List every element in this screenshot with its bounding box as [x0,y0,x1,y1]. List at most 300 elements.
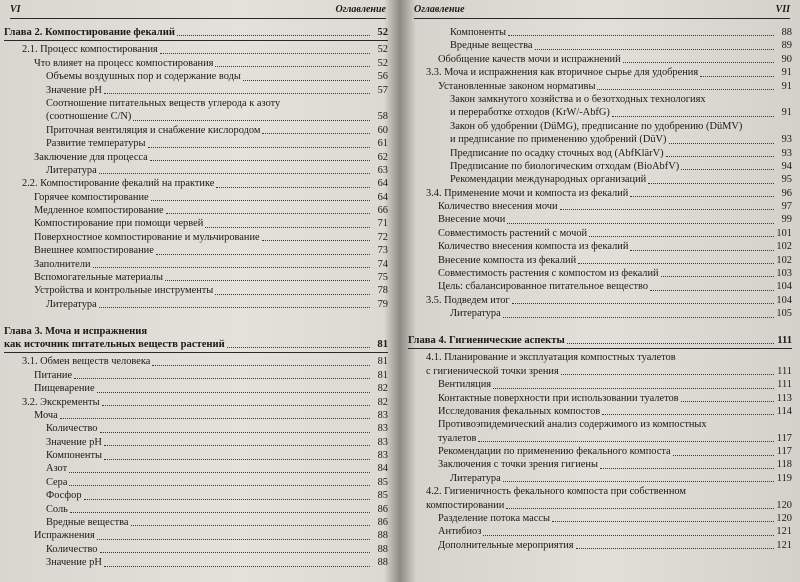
toc-entry[interactable] [408,93,792,106]
toc-entry-title: 2.1. Процесс компостирования [22,44,158,56]
toc-entry-page: 105 [776,308,792,320]
dot-leader [262,240,370,241]
dot-leader [152,365,370,366]
dot-leader [104,93,370,94]
toc-entry[interactable] [408,512,792,525]
toc-entry-title: Внесение компоста из фекалий [438,254,577,266]
toc-entry[interactable] [4,409,388,422]
toc-entry-title: Значение pH [46,557,102,569]
dot-leader [673,455,774,456]
dot-leader [148,147,371,148]
toc-entry-title: Количество [46,543,98,555]
toc-entry-title: Пищеварение [34,383,95,395]
toc-entry-title: Литература [450,308,501,320]
toc-entry-title: Заключения с точки зрения гигиены [438,459,598,471]
toc-entry[interactable] [408,53,792,66]
dot-leader [503,317,774,318]
toc-entry-page: 81 [377,356,388,368]
running-head: Оглавление [414,4,465,15]
toc-entry[interactable] [4,422,388,435]
toc-entry[interactable] [4,231,388,244]
toc-entry[interactable] [408,120,792,133]
toc-entry-title: Приточная вентиляция и снабжение кислородом [46,124,261,136]
toc-entry-title: Предписание по биологическим отходам (BioAbfV) [450,160,680,172]
dot-leader [160,53,370,54]
dot-leader [612,116,774,117]
dot-leader [205,227,370,228]
toc-entry-title: Вспомогательные материалы [34,272,163,284]
toc-entry[interactable] [408,280,792,293]
toc-entry[interactable] [4,396,388,409]
toc-entry-title: Горячее компостирование [34,191,149,203]
dot-leader [630,196,774,197]
toc-entry-page: 88 [781,26,792,38]
toc-entry-page: 91 [781,107,792,119]
toc-entry[interactable] [4,516,388,529]
toc-entry-title: Литература [46,298,97,310]
toc-entry-page: 93 [781,134,792,146]
section-gap [4,311,388,324]
toc-entry-title: Заполнители [34,258,91,270]
toc-entry-title: 2.2. Компостирование фекалий на практике [22,178,215,190]
toc-entry[interactable] [408,187,792,200]
dot-leader [669,143,774,144]
toc-entry-title: Поверхностное компостирование и мульчирование [34,231,260,243]
toc-entry-page: 99 [781,214,792,226]
toc-entry-page: 90 [781,53,792,65]
toc-entry-page: 63 [377,164,388,176]
dot-leader [493,388,774,389]
toc-entry[interactable] [4,43,388,56]
toc-entry-title: 3.4. Применение мочи и компоста из фекалий [426,187,629,199]
dot-leader [150,160,370,161]
toc-entry-title: Вредные вещества [46,517,129,529]
toc-entry-page: 79 [377,298,388,310]
toc-entry[interactable] [4,476,388,489]
left-page [0,0,396,582]
toc-entry[interactable] [4,355,388,368]
toc-entry[interactable] [408,392,792,405]
toc-entry-title: Установленные законом нормативы [438,80,596,92]
toc-entry-page: 86 [377,517,388,529]
page-number: VII [775,4,790,15]
dot-leader [133,120,370,121]
toc-entry-page: 52 [377,44,388,56]
toc-entry[interactable] [4,177,388,190]
toc-entry-title: Исследования фекальных компостов [438,405,601,417]
toc-chapter-entry[interactable] [4,325,388,338]
dot-leader [507,223,774,224]
toc-entry-title: 3.3. Моча и испражнения как вторичное сырье для удобрения [426,67,699,79]
dot-leader [681,401,774,402]
toc-entry[interactable] [4,70,388,83]
toc-entry-page: 73 [377,245,388,257]
dot-leader [666,156,774,157]
toc-entry[interactable] [408,432,792,445]
toc-entry[interactable] [408,445,792,458]
toc-entry-title: Цель: сбалансированное питательное вещество [438,281,649,293]
toc-entry-title: 3.5. Подведем итог [426,294,510,306]
toc-entry-page: 57 [377,84,388,96]
toc-entry[interactable] [4,369,388,382]
toc-entry-page: 121 [776,539,792,551]
toc-entry[interactable] [4,97,388,110]
toc-entry[interactable] [408,294,792,307]
toc-entry[interactable] [4,204,388,217]
right-page-header [414,2,790,19]
toc-entry[interactable] [4,449,388,462]
toc-entry[interactable] [408,160,792,173]
toc-entry-page: 113 [776,392,792,404]
toc-entry-title: Компоненты [46,450,102,462]
divider [4,40,388,41]
toc-entry-title: Компоненты [450,26,506,38]
toc-entry-page: 83 [377,409,388,421]
toc-entry[interactable] [4,271,388,284]
dot-leader [561,374,774,375]
toc-entry-title: Закон об удобрении (DüMG), предписание по удобрению (DüMV) [450,120,743,132]
left-page-header [10,2,386,19]
toc-entry[interactable] [4,382,388,395]
table-of-contents [408,26,792,552]
toc-entry-title: Значение pH [46,436,102,448]
toc-entry[interactable] [408,80,792,93]
toc-entry[interactable] [408,418,792,431]
toc-entry-page: 56 [377,71,388,83]
toc-entry-page: 75 [377,272,388,284]
toc-entry-title: туалетов [438,432,477,444]
toc-entry-title: 3.1. Обмен веществ человека [22,356,151,368]
toc-entry-page: 120 [776,513,792,525]
toc-entry-page: 60 [377,124,388,136]
toc-entry-title: Моча [34,409,58,421]
toc-entry[interactable] [408,307,792,320]
toc-entry-page: 78 [377,285,388,297]
toc-entry-title: Соль [46,503,68,515]
dot-leader [165,280,370,281]
toc-entry[interactable] [408,106,792,119]
toc-entry[interactable] [4,217,388,230]
toc-entry[interactable] [408,213,792,226]
toc-chapter-entry[interactable] [4,26,388,39]
toc-entry-page: 117 [776,432,792,444]
right-page [404,0,800,582]
toc-entry-page: 83 [377,436,388,448]
toc-entry[interactable] [408,227,792,240]
toc-entry[interactable] [408,200,792,213]
toc-entry-page: 83 [377,423,388,435]
toc-entry[interactable] [408,378,792,391]
dot-leader [104,566,370,567]
dot-leader [552,521,774,522]
toc-entry-title: Противоэпидемический анализ содержимого из компостных [438,419,707,431]
dot-leader [567,343,774,344]
toc-entry-page: 81 [377,369,388,381]
toc-entry-page: 52 [377,26,388,38]
toc-entry-page: 91 [781,67,792,79]
toc-entry-title: Глава 3. Моча и испражнения [4,325,148,337]
toc-entry-page: 111 [777,365,792,377]
toc-entry-title: Контактные поверхности при использовании туалетов [438,392,679,404]
toc-entry[interactable] [4,124,388,137]
toc-entry-page: 85 [377,476,388,488]
toc-entry-title: Вентиляция [438,379,492,391]
dot-leader [177,35,370,36]
toc-entry[interactable] [408,499,792,512]
toc-entry-page: 93 [781,147,792,159]
toc-entry-title: Совместимость растения с компостом из фекалий [438,268,659,280]
dot-leader [70,512,370,513]
toc-entry-title: Вредные вещества [450,40,533,52]
toc-entry-title: Питание [34,369,73,381]
toc-entry-page: 119 [776,472,792,484]
toc-entry-page: 81 [377,338,388,350]
toc-entry-page: 104 [776,281,792,293]
toc-entry[interactable] [408,365,792,378]
toc-entry-page: 85 [377,490,388,502]
toc-entry-title: Рекомендации по применению фекального компоста [438,446,671,458]
toc-entry-page: 111 [777,334,792,346]
dot-leader [99,173,370,174]
toc-entry-title: и переработке отходов (KrW/-AbfG) [450,107,610,119]
toc-entry-title: Фосфор [46,490,82,502]
toc-entry-title: компостировании [426,499,505,511]
dot-leader [589,236,774,237]
toc-entry-page: 89 [781,40,792,52]
toc-entry-title: (соотношение C/N) [46,111,132,123]
toc-entry-title: Антибиоз [438,526,482,538]
toc-entry[interactable] [4,137,388,150]
toc-entry[interactable] [4,543,388,556]
toc-entry[interactable] [408,254,792,267]
toc-entry-title: Глава 2. Компостирование фекалий [4,26,175,38]
toc-entry-title: Испражнения [34,530,95,542]
toc-entry-title: Компостирование при помощи червей [34,218,204,230]
toc-entry-title: Азот [46,463,68,475]
dot-leader [578,263,774,264]
toc-entry-page: 102 [776,254,792,266]
toc-entry[interactable] [408,525,792,538]
toc-entry-page: 88 [377,557,388,569]
dot-leader [216,187,370,188]
dot-leader [650,290,774,291]
toc-entry-title: Устройства и контрольные инструменты [34,285,214,297]
toc-entry[interactable] [4,503,388,516]
toc-entry[interactable] [408,133,792,146]
toc-entry-title: Обобщение качеств мочи и испражнений [438,53,621,65]
dot-leader [681,169,774,170]
dot-leader [69,472,370,473]
toc-entry-page: 111 [777,379,792,391]
toc-entry-page: 84 [377,463,388,475]
toc-entry-title: Совместимость растений с мочой [438,227,588,239]
toc-entry-title: Внешнее компостирование [34,245,154,257]
toc-entry-page: 62 [377,151,388,163]
toc-entry-title: Закон замкнутого хозяйства и о безотходных технологиях [450,93,706,105]
toc-entry[interactable] [408,485,792,498]
toc-entry-title: Заключение для процесса [34,151,148,163]
dot-leader [535,49,774,50]
toc-entry[interactable] [4,556,388,569]
toc-entry-title: Разделение потока массы [438,513,550,525]
dot-leader [630,250,774,251]
toc-entry[interactable] [4,284,388,297]
toc-entry-page: 103 [776,268,792,280]
toc-entry-page: 88 [377,530,388,542]
toc-entry-title: Медленное компостирование [34,205,164,217]
toc-entry-page: 83 [377,450,388,462]
toc-entry[interactable] [4,191,388,204]
toc-entry[interactable] [4,489,388,502]
toc-entry[interactable] [4,258,388,271]
table-of-contents [4,26,388,570]
divider [408,348,792,349]
toc-entry-page: 94 [781,160,792,172]
toc-entry[interactable] [408,405,792,418]
dot-leader [97,539,370,540]
dot-leader [560,209,774,210]
toc-entry[interactable] [408,66,792,79]
toc-entry-page: 97 [781,201,792,213]
dot-leader [69,485,370,486]
dot-leader [661,276,774,277]
dot-leader [243,80,370,81]
toc-entry[interactable] [408,39,792,52]
toc-entry-page: 72 [377,231,388,243]
toc-chapter-entry[interactable] [408,334,792,347]
toc-entry-title: 4.1. Планирование и эксплуатация компостных туалетов [426,352,676,364]
toc-entry[interactable] [4,151,388,164]
dot-leader [166,213,370,214]
dot-leader [99,307,370,308]
toc-entry-page: 86 [377,503,388,515]
toc-entry-page: 61 [377,138,388,150]
dot-leader [74,378,370,379]
toc-entry-page: 52 [377,57,388,69]
dot-leader [576,548,774,549]
dot-leader [60,418,370,419]
toc-entry-title: Глава 4. Гигиенические аспекты [408,334,565,346]
dot-leader [100,432,371,433]
toc-entry-page: 96 [781,187,792,199]
toc-chapter-entry[interactable] [4,338,388,351]
dot-leader [104,459,370,460]
dot-leader [597,89,774,90]
dot-leader [648,183,774,184]
toc-entry-title: с гигиенической точки зрения [426,365,559,377]
toc-entry-title: Литература [450,472,501,484]
dot-leader [131,525,370,526]
toc-entry[interactable] [408,351,792,364]
dot-leader [227,347,370,348]
toc-entry[interactable] [408,459,792,472]
toc-entry[interactable] [4,57,388,70]
dot-leader [104,445,370,446]
dot-leader [93,267,370,268]
toc-entry[interactable] [408,173,792,186]
dot-leader [156,254,370,255]
toc-entry-title: Количество [46,423,98,435]
toc-entry-page: 71 [377,218,388,230]
toc-entry[interactable] [4,84,388,97]
dot-leader [84,499,370,500]
toc-entry-title: Развитие температуры [46,138,146,150]
toc-entry-title: Количество внесения мочи [438,201,558,213]
dot-leader [700,76,774,77]
toc-entry-title: Предписание по осадку сточных вод (AbfKlärV) [450,147,664,159]
toc-entry-page: 104 [776,294,792,306]
toc-entry-page: 82 [377,396,388,408]
toc-entry-page: 82 [377,383,388,395]
toc-entry-page: 102 [776,241,792,253]
dot-leader [600,468,774,469]
toc-entry-page: 64 [377,191,388,203]
dot-leader [503,481,774,482]
toc-entry[interactable] [4,244,388,257]
toc-entry[interactable] [4,436,388,449]
toc-entry-page: 118 [776,459,792,471]
page-number: VI [10,4,21,15]
section-gap [408,321,792,334]
toc-entry-page: 114 [776,405,792,417]
toc-entry-page: 66 [377,205,388,217]
toc-entry-page: 101 [776,227,792,239]
toc-entry-title: Соотношение питательных веществ углерода к азоту [46,97,281,109]
toc-entry[interactable] [4,463,388,476]
toc-entry-page: 117 [776,446,792,458]
dot-leader [262,133,370,134]
toc-entry-title: Рекомендации международных организаций [450,174,647,186]
dot-leader [100,552,371,553]
dot-leader [623,62,774,63]
toc-entry[interactable] [408,267,792,280]
toc-entry[interactable] [408,539,792,552]
toc-entry-title: 4.2. Гигиеничность фекального компоста при собственном [426,486,686,498]
toc-entry-title: Сера [46,476,68,488]
toc-entry-page: 64 [377,178,388,190]
toc-entry[interactable] [4,110,388,123]
dot-leader [506,508,774,509]
toc-entry-page: 58 [377,111,388,123]
toc-entry-title: Литература [46,164,97,176]
toc-entry-page: 120 [776,499,792,511]
toc-entry-page: 121 [776,526,792,538]
dot-leader [151,200,370,201]
toc-entry[interactable] [408,472,792,485]
toc-entry-title: Количество внесения компоста из фекалий [438,241,629,253]
toc-entry-page: 95 [781,174,792,186]
dot-leader [483,535,774,536]
dot-leader [508,35,774,36]
running-head: Оглавление [335,4,386,15]
toc-entry-title: Что влияет на процесс компостирования [34,57,214,69]
toc-entry[interactable] [4,298,388,311]
toc-entry-title: Объемы воздушных пор и содержание воды [46,71,241,83]
dot-leader [215,294,370,295]
toc-entry[interactable] [408,240,792,253]
toc-entry-page: 74 [377,258,388,270]
dot-leader [215,66,370,67]
toc-entry-page: 91 [781,80,792,92]
toc-entry[interactable] [408,26,792,39]
toc-entry[interactable] [408,147,792,160]
dot-leader [602,414,774,415]
toc-entry[interactable] [4,529,388,542]
toc-entry[interactable] [4,164,388,177]
dot-leader [102,405,370,406]
dot-leader [478,441,774,442]
toc-entry-title: Дополнительные мероприятия [438,539,574,551]
